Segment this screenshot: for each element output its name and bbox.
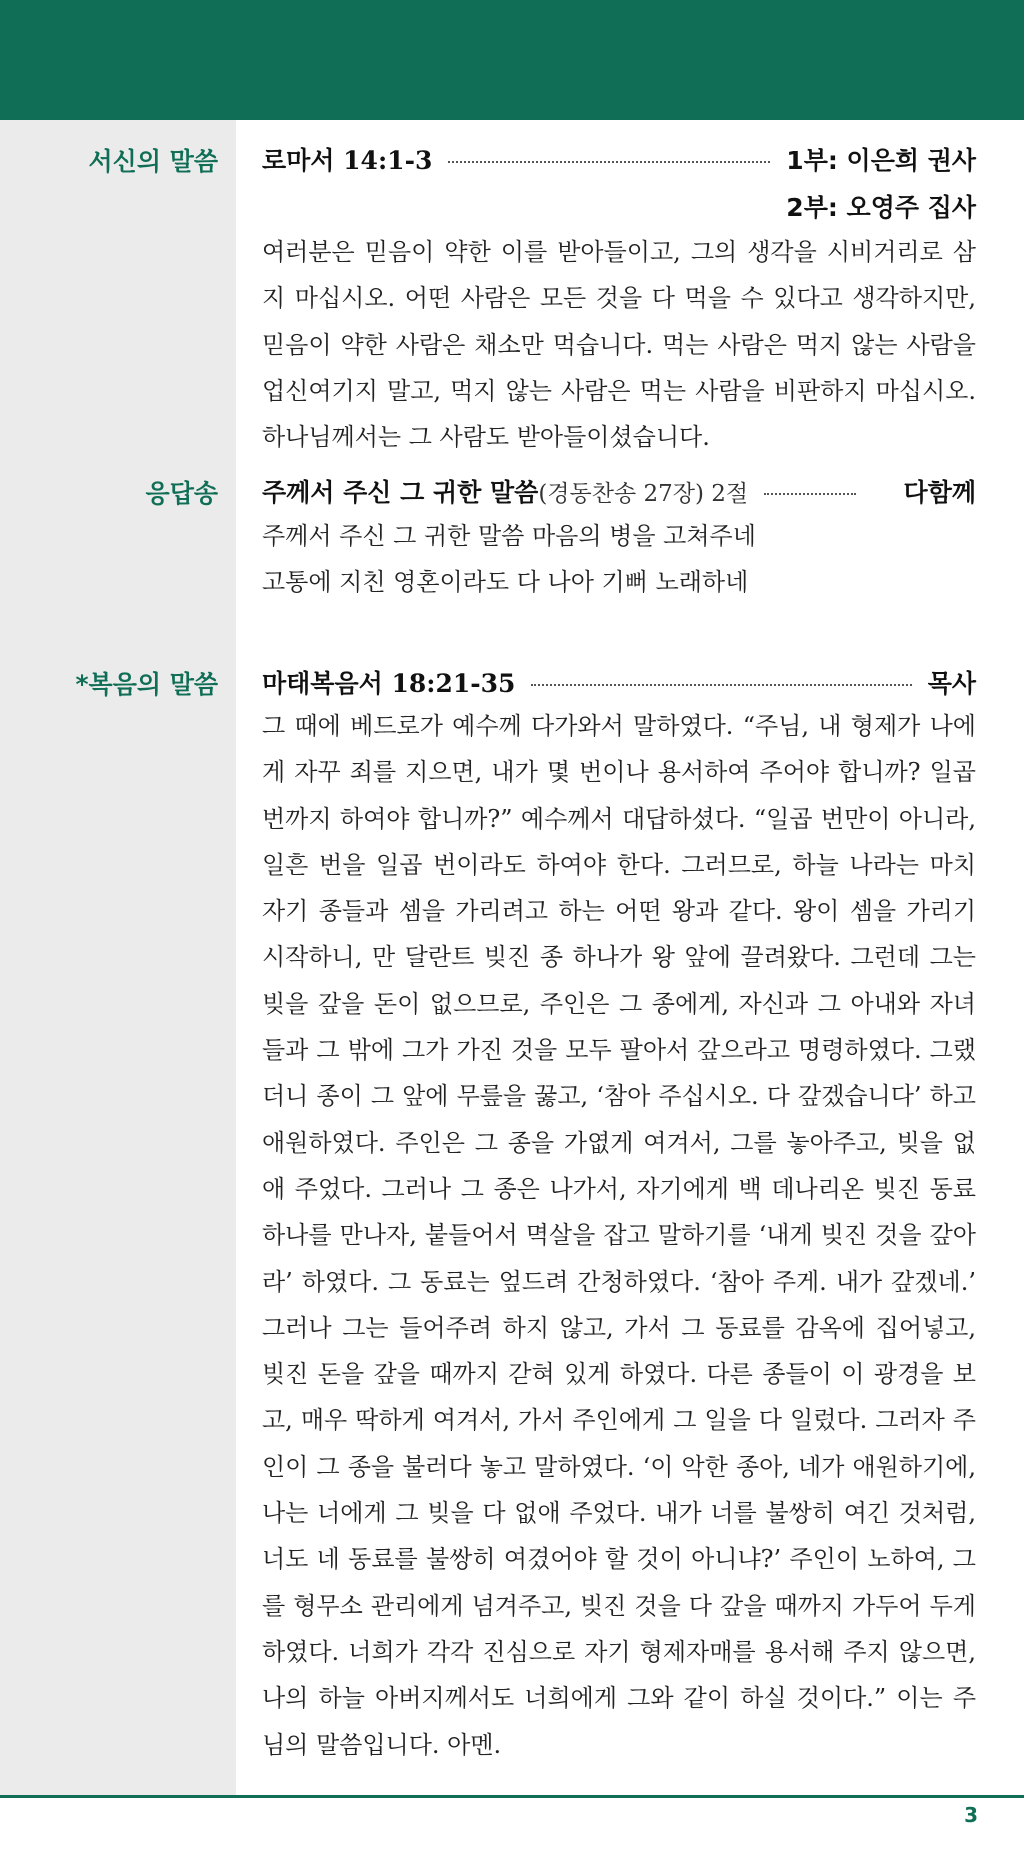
- hymn-title: 주께서 주신 그 귀한 말씀: [262, 478, 539, 507]
- epistle-reader-2: 2부: 오영주 집사: [786, 193, 976, 222]
- text-line: 더니 종이 그 앞에 무릎을 꿇고, ‘참아 주십시오. 다 갚겠습니다’ 하고: [262, 1082, 976, 1111]
- text-line: 들과 그 밖에 그가 가진 것을 모두 팔아서 갚으라고 명령하였다. 그랬: [262, 1036, 976, 1065]
- epistle-heading: [262, 139, 976, 179]
- gospel-heading: [262, 662, 976, 702]
- leader-dots: [764, 493, 856, 495]
- text-line: 나는 너에게 그 빚을 다 없애 주었다. 내가 너를 불쌍히 여긴 것처럼,: [262, 1499, 976, 1528]
- hymn-source: (경동찬송 27장) 2절: [538, 480, 749, 507]
- header-band: [0, 0, 1024, 120]
- text-line: 나의 하늘 아버지께서도 너희에게 그와 같이 하실 것이다.” 이는 주: [262, 1684, 976, 1713]
- text-line: 빚진 돈을 갚을 때까지 갇혀 있게 하였다. 다른 종들이 이 광경을 보: [262, 1360, 976, 1389]
- text-line: 애원하였다. 주인은 그 종을 가엾게 여겨서, 그를 놓아주고, 빚을 없: [262, 1128, 976, 1157]
- footer-rule: [0, 1795, 1024, 1798]
- lyric-line: 고통에 지친 영혼이라도 다 나아 기뻐 노래하네: [262, 568, 749, 597]
- text-line: 일흔 번을 일곱 번이라도 하여야 한다. 그러므로, 하늘 나라는 마치: [262, 850, 976, 879]
- text-line: 자기 종들과 셈을 가리려고 하는 어떤 왕과 같다. 왕이 셈을 가리기: [262, 897, 976, 926]
- epistle-reference: 로마서 14:1-3: [262, 146, 433, 175]
- text-line: 번까지 하여야 합니까?” 예수께서 대답하셨다. “일곱 번만이 아니라,: [262, 804, 976, 833]
- text-line: 하나님께서는 그 사람도 받아들이셨습니다.: [262, 423, 710, 452]
- response-label: 응답송: [145, 479, 218, 508]
- leader-dots: [448, 161, 770, 163]
- epistle-label: 서신의 말씀: [88, 147, 218, 176]
- hymn-performer: 다함께: [903, 478, 976, 507]
- text-line: 게 자꾸 죄를 지으면, 내가 몇 번이나 용서하여 주어야 합니까? 일곱: [262, 758, 976, 787]
- epistle-reader-1: 1부: 이은희 권사: [786, 146, 976, 175]
- text-line: 인이 그 종을 불러다 놓고 말하였다. ‘이 악한 종아, 네가 애원하기에,: [262, 1452, 976, 1481]
- text-line: 여러분은 믿음이 약한 이를 받아들이고, 그의 생각을 시비거리로 삼: [262, 238, 976, 266]
- text-line: 시작하니, 만 달란트 빚진 종 하나가 왕 앞에 끌려왔다. 그런데 그는: [262, 943, 976, 972]
- text-line: 그러나 그는 들어주려 하지 않고, 가서 그 동료를 감옥에 집어넣고,: [262, 1313, 976, 1342]
- text-line: 믿음이 약한 사람은 채소만 먹습니다. 먹는 사람은 먹지 않는 사람을: [262, 330, 976, 359]
- text-line: 애 주었다. 그러나 그 종은 나가서, 자기에게 백 데나리온 빚진 동료: [262, 1174, 976, 1203]
- text-line: 지 마십시오. 어떤 사람은 모든 것을 다 먹을 수 있다고 생각하지만,: [262, 284, 976, 313]
- hymn-lyrics: [262, 513, 976, 606]
- text-line: 를 형무소 관리에게 넘겨주고, 빚진 것을 다 갚을 때까지 가두어 두게: [262, 1591, 976, 1620]
- gospel-reader: 목사: [927, 669, 976, 698]
- text-line: 그 때에 베드로가 예수께 다가와서 말하였다. “주님, 내 형제가 나에: [262, 712, 976, 740]
- epistle-text: [262, 229, 976, 460]
- text-line: 하나를 만나자, 붙들어서 멱살을 잡고 말하기를 ‘내게 빚진 것을 갚아: [262, 1221, 976, 1250]
- text-line: 빚을 갚을 돈이 없으므로, 주인은 그 종에게, 자신과 그 아내와 자녀: [262, 989, 976, 1018]
- lyric-line: 주께서 주신 그 귀한 말씀 마음의 병을 고쳐주네: [262, 522, 756, 550]
- text-line: 고, 매우 딱하게 여겨서, 가서 주인에게 그 일을 다 일렀다. 그러자 주: [262, 1406, 976, 1435]
- text-line: 라’ 하였다. 그 동료는 엎드려 간청하였다. ‘참아 주게. 내가 갚겠네.’: [262, 1267, 976, 1296]
- text-line: 너도 네 동료를 불쌍히 여겼어야 할 것이 아니냐?’ 주인이 노하여, 그: [262, 1545, 976, 1574]
- text-line: 하였다. 너희가 각각 진심으로 자기 형제자매를 용서해 주지 않으면,: [262, 1637, 976, 1666]
- text-line: 업신여기지 말고, 먹지 않는 사람은 먹는 사람을 비판하지 마십시오.: [262, 376, 976, 405]
- leader-dots: [531, 684, 911, 686]
- response-heading: [262, 471, 976, 511]
- label-column: [0, 120, 236, 1795]
- page-number: 3: [964, 1803, 978, 1827]
- text-line: 님의 말씀입니다. 아멘.: [262, 1730, 502, 1759]
- gospel-reference: 마태복음서 18:21-35: [262, 669, 516, 698]
- gospel-label: *복음의 말씀: [75, 670, 218, 699]
- gospel-text: [262, 703, 976, 1768]
